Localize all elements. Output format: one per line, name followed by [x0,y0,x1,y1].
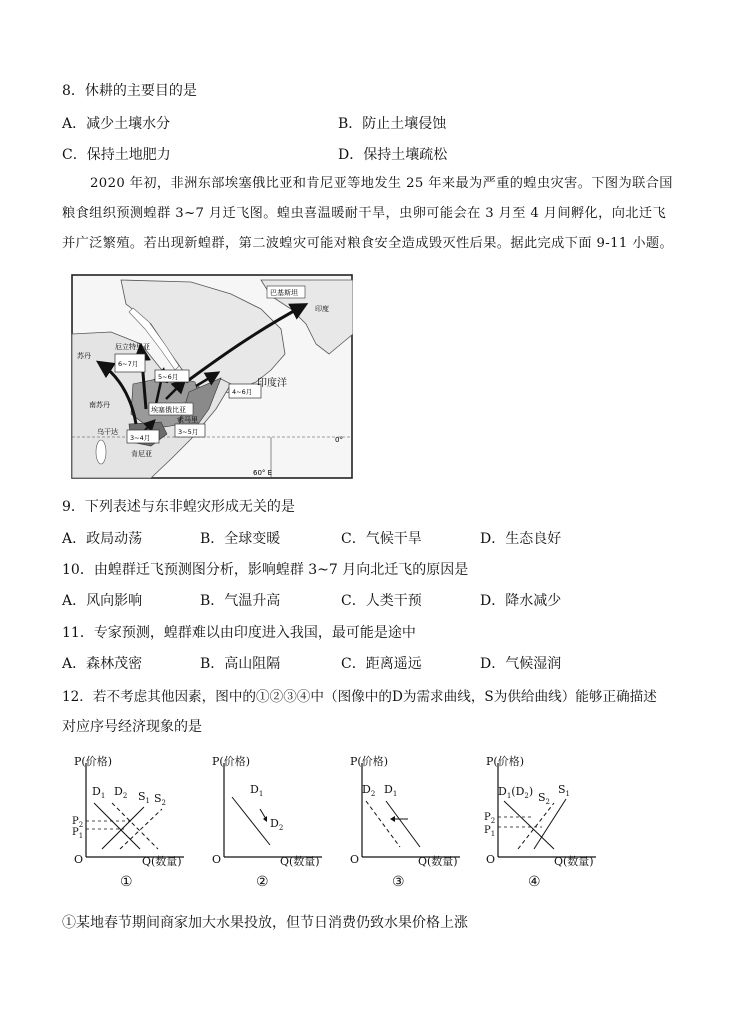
g1-d2: $D_2$ [114,785,128,800]
label-somalia: 索马里 [177,416,198,424]
g1-s1: $S_1$ [138,790,151,805]
q12-stem-line2: 对应序号经济现象的是 [62,719,202,735]
label-indian-ocean: 印度洋 [257,378,287,389]
q11-option-a: A．森林茂密 [62,656,143,672]
graph-caption-1: ① [120,874,133,890]
g4-curve-s1 [534,799,566,849]
q9-stem: 9．下列表述与东非蝗灾形成无关的是 [62,499,295,515]
passage-line-1: 2020 年初，非洲东部埃塞俄比亚和肯尼亚等地发生 25 年来最为严重的蝗虫灾害。下图为联合国 [90,176,673,191]
g1-curve-d2 [112,803,158,849]
g4-d1-d2: $D_1(D_2)$ [498,785,534,800]
q10-option-c: C．人类干预 [341,593,422,609]
label-equator: 0° [335,436,343,444]
passage [62,169,682,259]
label-sudan: 苏丹 [77,352,91,360]
g4-q-axis-label: Q(数量) [554,855,594,868]
q9-option-c: C．气候干旱 [341,531,422,547]
q8-stem: 8．休耕的主要目的是 [62,83,197,99]
q11-option-c: C．距离遥远 [341,656,422,672]
label-pakistan: 巴基斯坦 [270,289,298,297]
label-mar-may: 3~5月 [178,428,199,436]
g2-curve [232,797,270,845]
g1-p-axis-label: P(价格) [74,755,112,768]
label-uganda: 乌干达 [97,428,118,436]
label-jun-jul: 6~7月 [118,360,139,368]
g3-q-axis-label: Q(数量) [418,855,458,868]
g4-p2: $P_2$ [484,812,496,825]
econ-graph-2 [210,753,330,898]
q9-option-d: D．生态良好 [480,531,562,547]
label-meridian: 60° E [253,469,273,477]
g1-d1: $D_1$ [92,785,106,800]
g4-s2: $S_2$ [538,791,551,806]
q8-option-d: D．保持土壤疏松 [338,147,448,163]
g3-p-axis-label: P(价格) [350,755,388,768]
q9-option-a: A．政局动荡 [62,531,143,547]
g3-d2: $D_2$ [362,783,376,798]
label-may-jun: 5~6月 [158,373,179,381]
g1-origin: O [74,853,84,866]
label-mar-apr: 3~4月 [130,434,151,442]
g3-shift-arrowhead [390,816,395,822]
q11-stem: 11．专家预测，蝗群难以由印度进入我国，最可能是途中 [62,625,416,641]
g2-p-axis-label: P(价格) [212,755,250,768]
econ-graph-4 [484,753,604,898]
label-india: 印度 [315,305,329,313]
g3-origin: O [350,853,360,866]
g1-p2: $P_2$ [72,816,84,829]
label-ethiopia: 埃塞俄比亚 [151,406,186,414]
q8-option-c: C．保持土地肥力 [62,147,171,163]
label-kenya: 肯尼亚 [131,450,152,458]
q10-option-a: A．风向影响 [62,593,143,609]
graph-caption-3: ③ [392,874,405,890]
g4-origin: O [486,853,496,866]
q8-option-b: B．防止土壤侵蚀 [338,116,447,132]
q10-option-d: D．降水减少 [480,593,562,609]
g1-s2: $S_2$ [154,792,167,807]
lake-shape [96,440,106,464]
q12-stem-line1: 12．若不考虑其他因素，图中的①②③④中（图像中的D为需求曲线，S为供给曲线）能够正确描述 [62,689,657,705]
label-south-sudan: 南苏丹 [89,401,110,409]
g2-d1: $D_1$ [250,783,264,798]
q11-option-d: D．气候湿润 [480,656,562,672]
g4-p-axis-label: P(价格) [486,755,524,768]
g2-origin: O [212,853,222,866]
q8-option-a: A．减少土壤水分 [62,116,171,132]
g3-curve-d2 [366,801,400,847]
g2-q-axis-label: Q(数量) [280,855,320,868]
g3-curve-d1 [386,801,420,847]
g1-curve-s2 [120,809,162,849]
q12-statement-1: ①某地春节期间商家加大水果投放，但节日消费仍致水果价格上涨 [62,915,468,931]
g1-q-axis-label: Q(数量) [142,855,182,868]
label-eritrea: 厄立特里亚 [115,343,150,351]
locust-migration-map [71,274,353,479]
label-apr-jun: 4~6月 [232,388,253,396]
q10-stem: 10．由蝗群迁飞预测图分析，影响蝗群 3~7 月向北迁飞的原因是 [62,562,469,578]
g1-curve-d1 [94,803,140,849]
passage-line-3: 并广泛繁殖。若出现新蝗群，第二波蝗灾可能对粮食安全造成毁灭性后果。据此完成下面 9-11 小题。 [62,236,674,251]
g1-p1: $P_1$ [72,827,84,840]
g4-s1: $S_1$ [558,783,571,798]
g3-d1: $D_1$ [384,783,398,798]
g4-curve-d [504,801,554,849]
q11-option-b: B．高山阻隔 [200,656,281,672]
g2-d2: $D_2$ [270,817,284,832]
econ-graph-3 [348,753,468,898]
graph-caption-2: ② [256,874,269,890]
graph-caption-4: ④ [528,874,541,890]
g4-p1: $P_1$ [484,825,496,838]
passage-line-2: 粮食组织预测蝗群 3~7 月迁飞图。蝗虫喜温暖耐干旱，虫卵可能会在 3 月至 4 月间孵化，向北迁飞 [62,206,667,221]
q9-option-b: B．全球变暖 [200,531,281,547]
q10-option-b: B．气温升高 [200,593,281,609]
